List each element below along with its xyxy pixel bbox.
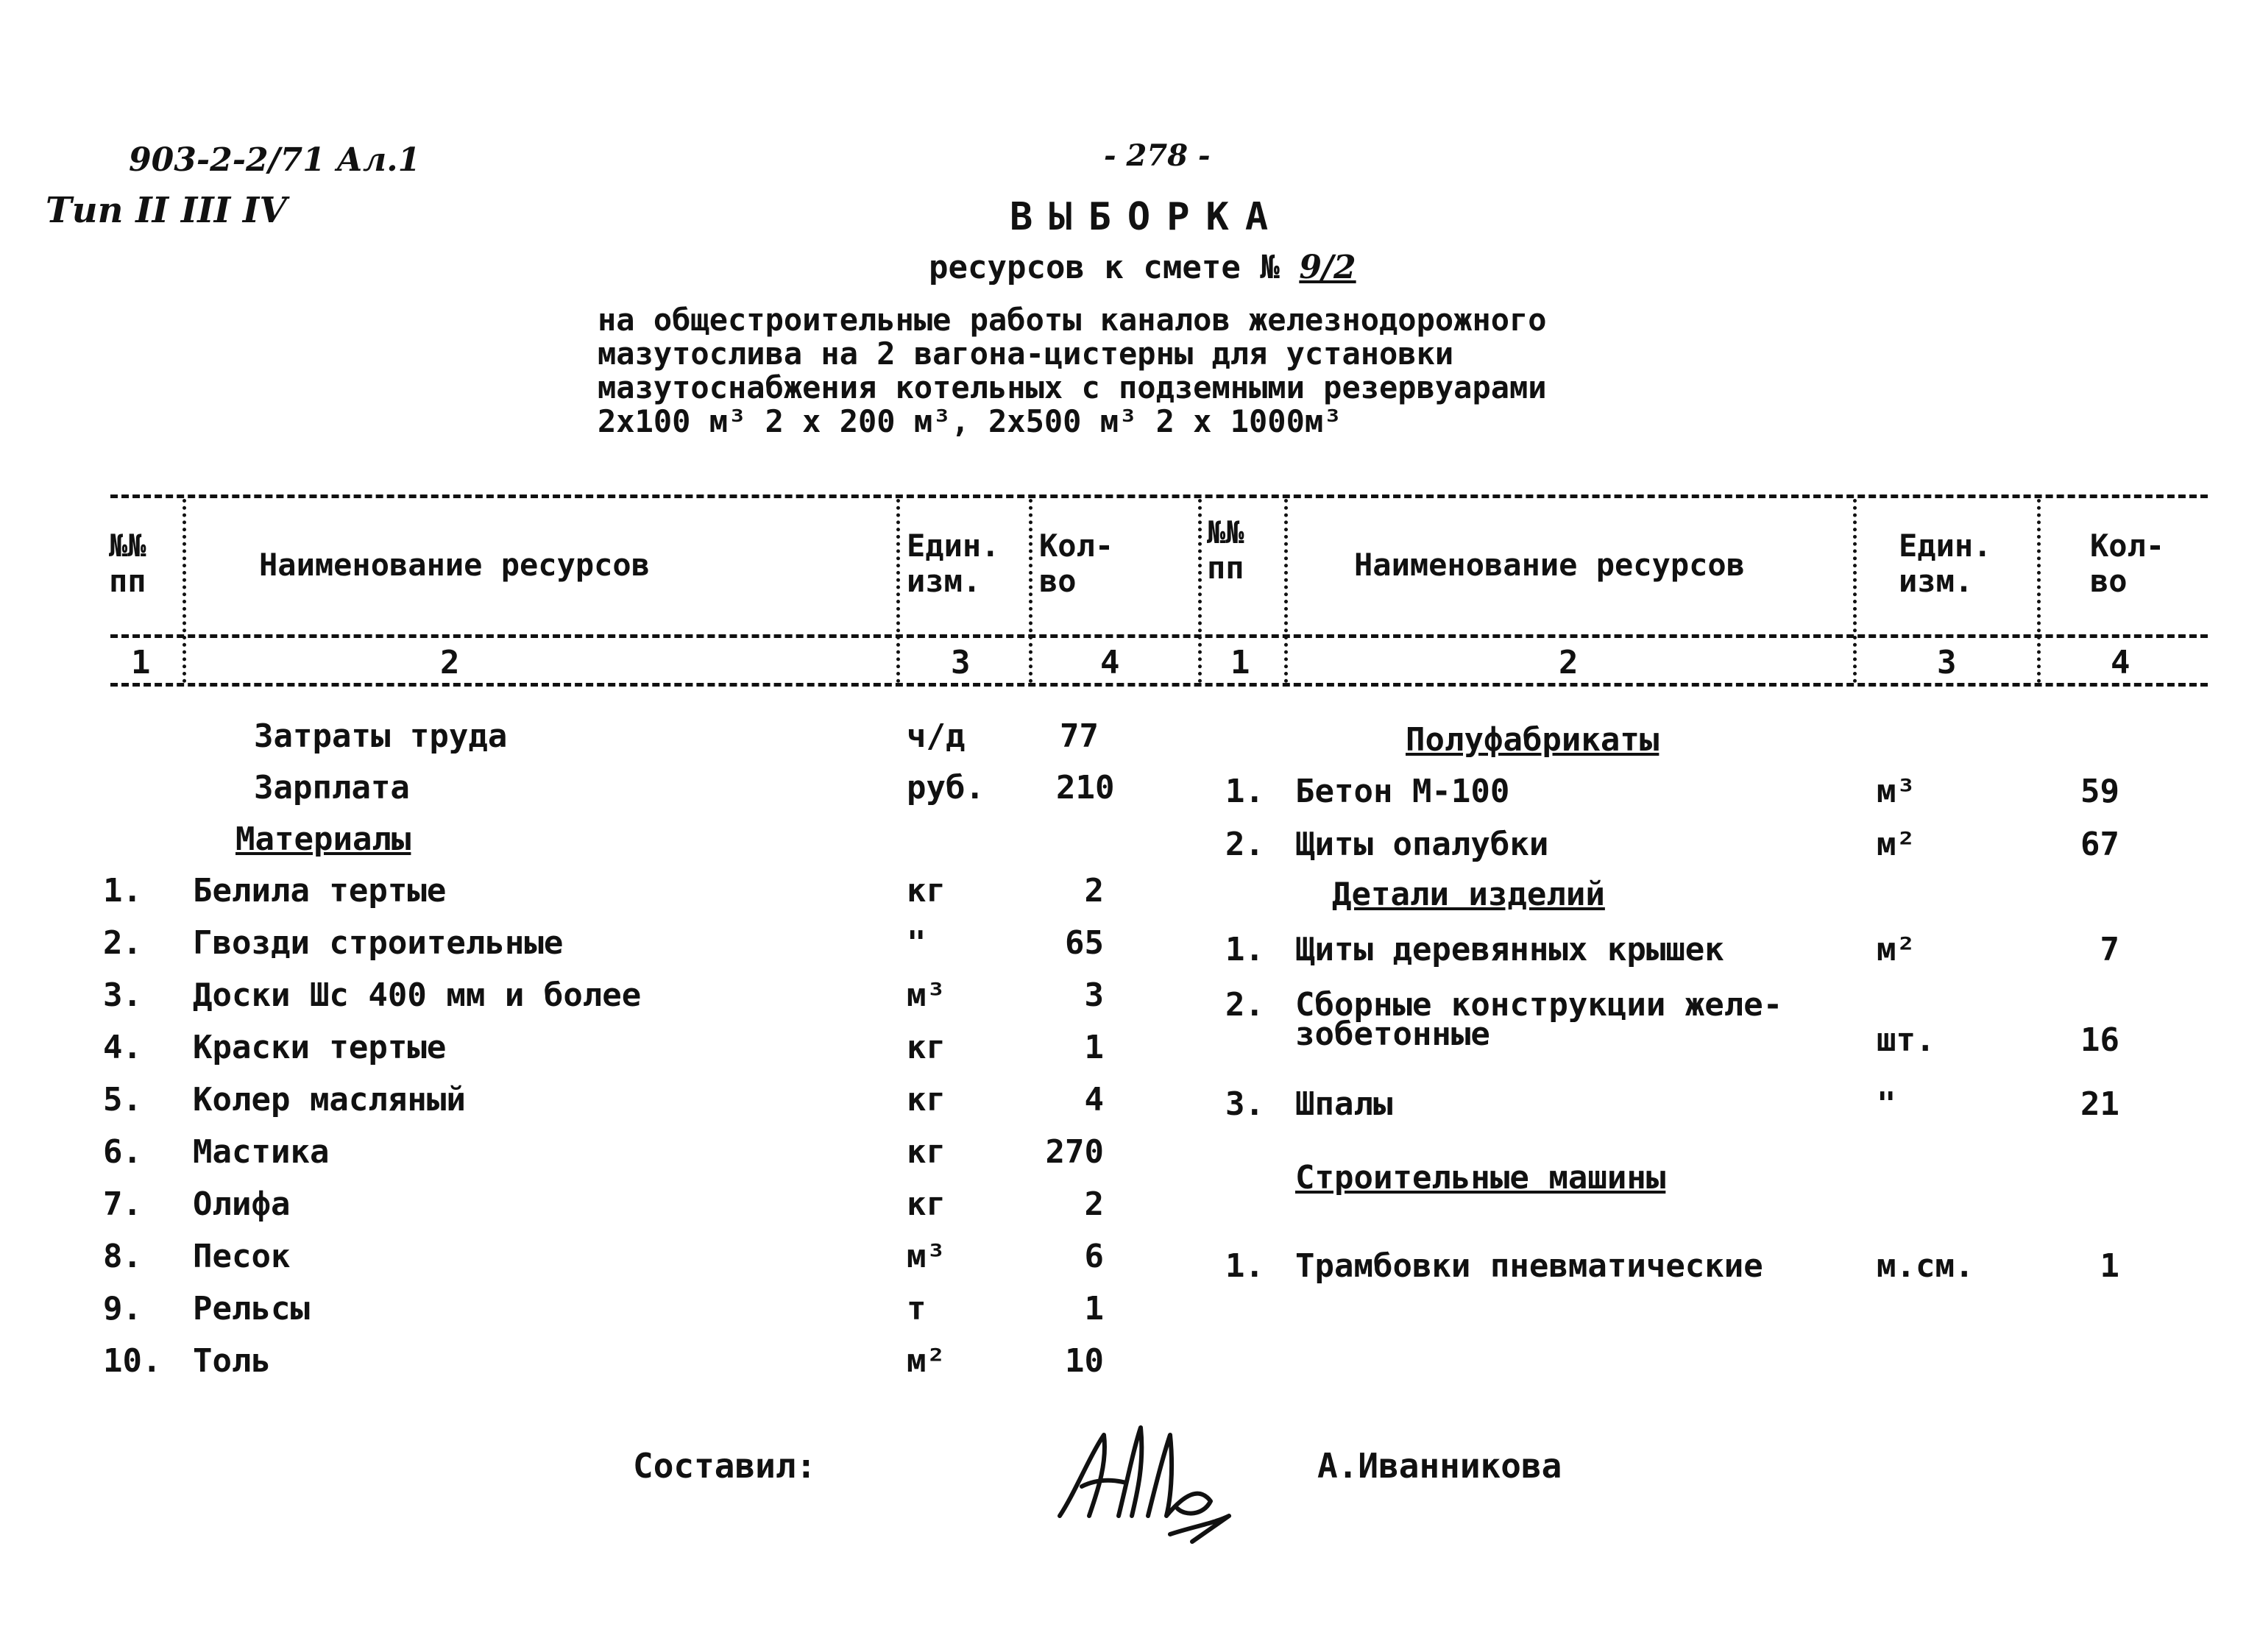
item-unit: м³ — [907, 1238, 946, 1275]
salary-qty: 210 — [1056, 769, 1115, 806]
labor-name: Затраты труда — [254, 717, 508, 755]
header-num-line1: №№ — [1207, 514, 1244, 550]
item-number: 2. — [103, 924, 142, 962]
item-name: Щиты деревянных крышек — [1295, 931, 1724, 968]
header-name: Наименование ресурсов — [259, 547, 651, 583]
salary-name: Зарплата — [254, 769, 410, 806]
header-qty — [2090, 528, 2164, 599]
item-name: Олифа — [193, 1185, 291, 1223]
item-number: 1. — [1225, 773, 1264, 810]
item-unit: м² — [1877, 931, 1916, 968]
item-unit: м² — [907, 1342, 946, 1380]
item-unit: " — [907, 924, 927, 962]
document-type: Тип II III IV — [46, 190, 287, 231]
item-number: 5. — [103, 1081, 142, 1119]
item-unit: кг — [907, 1133, 946, 1171]
subtitle-text: ресурсов к смете № — [929, 249, 1280, 286]
header-unit-line1: Един. — [1899, 528, 1992, 564]
item-qty: 3 — [1084, 976, 1104, 1014]
labor-unit: ч/д — [907, 717, 966, 755]
item-qty: 65 — [1065, 924, 1104, 962]
item-number: 6. — [103, 1133, 142, 1171]
table-top-rule — [110, 494, 2208, 498]
column-number: 3 — [951, 644, 971, 681]
item-name: Доски Шс 400 мм и более — [193, 976, 642, 1014]
column-separator — [1198, 499, 1202, 683]
item-unit: " — [1877, 1085, 1896, 1123]
estimate-number: 9/2 — [1299, 249, 1356, 286]
page-number: - 278 - — [1104, 138, 1211, 173]
semi-title: Полуфабрикаты — [1406, 721, 1659, 759]
column-number: 3 — [1937, 644, 1957, 681]
item-name: Щиты опалубки — [1295, 826, 1549, 863]
item-unit: кг — [907, 1029, 946, 1066]
column-number: 2 — [1559, 644, 1579, 681]
header-unit — [1899, 528, 1991, 599]
description-line: на общестроительные работы каналов железнодорожного — [598, 302, 1547, 338]
item-number: 2. — [1225, 986, 1264, 1024]
description-line: 2х100 м³ 2 х 200 м³, 2х500 м³ 2 х 1000м³ — [598, 403, 1342, 439]
item-qty: 16 — [2080, 1021, 2119, 1059]
item-number: 1. — [103, 872, 142, 910]
item-unit: кг — [907, 1185, 946, 1223]
item-qty: 7 — [2100, 931, 2119, 968]
header-qty-line2: во — [1039, 563, 1077, 599]
compiled-label: Составил: — [633, 1446, 817, 1486]
document-code: 903-2-2/71 Ал.1 — [129, 141, 421, 179]
item-number: 2. — [1225, 826, 1264, 863]
item-qty: 4 — [1084, 1081, 1104, 1119]
header-divider-rule — [110, 634, 2208, 638]
item-qty: 270 — [1045, 1133, 1104, 1171]
item-qty: 6 — [1084, 1238, 1104, 1275]
column-separator — [1284, 499, 1288, 683]
item-unit: кг — [907, 1081, 946, 1119]
item-qty: 10 — [1065, 1342, 1104, 1380]
item-qty: 2 — [1084, 872, 1104, 910]
column-number: 1 — [1230, 644, 1250, 681]
header-num — [109, 528, 146, 599]
description-line: мазутослива на 2 вагона-цистерны для установки — [598, 336, 1454, 372]
item-qty: 2 — [1084, 1185, 1104, 1223]
item-qty: 1 — [1084, 1290, 1104, 1327]
column-separator — [2037, 499, 2041, 683]
item-name: Бетон М-100 — [1295, 773, 1510, 810]
item-number: 10. — [103, 1342, 162, 1380]
item-name-continued: зобетонные — [1295, 1015, 1490, 1053]
column-number: 4 — [1100, 644, 1120, 681]
item-number: 4. — [103, 1029, 142, 1066]
compiler-name: А.Иванникова — [1317, 1446, 1562, 1486]
item-name: Сборные конструкции желе- — [1295, 986, 1783, 1024]
header-unit-line1: Един. — [907, 528, 1000, 564]
item-qty: 59 — [2080, 773, 2119, 810]
item-unit: м³ — [1877, 773, 1916, 810]
header-qty — [1039, 528, 1113, 599]
item-name: Толь — [193, 1342, 271, 1380]
item-name: Гвозди строительные — [193, 924, 564, 962]
column-number: 4 — [2111, 644, 2130, 681]
column-number: 2 — [440, 644, 460, 681]
column-separator — [1853, 499, 1857, 683]
item-name: Краски тертые — [193, 1029, 447, 1066]
column-separator — [1029, 499, 1032, 683]
item-number: 8. — [103, 1238, 142, 1275]
details-title: Детали изделий — [1332, 876, 1605, 913]
column-separator — [896, 499, 900, 683]
header-unit-line2: изм. — [907, 563, 982, 599]
column-separator — [183, 499, 186, 683]
header-unit-line2: изм. — [1899, 563, 1974, 599]
header-num — [1207, 515, 1244, 586]
item-number: 1. — [1225, 931, 1264, 968]
column-number: 1 — [131, 644, 151, 681]
column-numbers-rule — [110, 683, 2208, 687]
item-number: 3. — [1225, 1085, 1264, 1123]
item-number: 1. — [1225, 1247, 1264, 1285]
item-unit: т — [907, 1290, 927, 1327]
item-number: 9. — [103, 1290, 142, 1327]
item-qty: 67 — [2080, 826, 2119, 863]
materials-title: Материалы — [235, 820, 411, 858]
signature — [1045, 1405, 1236, 1548]
header-qty-line2: во — [2090, 563, 2128, 599]
item-unit: м² — [1877, 826, 1916, 863]
item-name: Песок — [193, 1238, 291, 1275]
header-num-line1: №№ — [109, 528, 146, 564]
salary-unit: руб. — [907, 769, 985, 806]
item-name: Мастика — [193, 1133, 330, 1171]
item-name: Шпалы — [1295, 1085, 1393, 1123]
labor-qty: 77 — [1060, 717, 1099, 755]
machines-title: Строительные машины — [1295, 1159, 1666, 1197]
item-unit: м.см. — [1877, 1247, 1974, 1285]
item-qty: 1 — [2100, 1247, 2119, 1285]
item-qty: 21 — [2080, 1085, 2119, 1123]
item-name: Трамбовки пневматические — [1295, 1247, 1763, 1285]
page-subtitle — [929, 249, 1356, 286]
header-num-line2: пп — [1207, 550, 1244, 586]
description-line: мазутоснабжения котельных с подземными резервуарами — [598, 369, 1547, 405]
header-unit — [907, 528, 999, 599]
item-name: Рельсы — [193, 1290, 310, 1327]
item-number: 7. — [103, 1185, 142, 1223]
header-qty-line1: Кол- — [2090, 528, 2165, 564]
header-name: Наименование ресурсов — [1354, 547, 1746, 583]
item-unit: шт. — [1877, 1021, 1935, 1059]
signature-image — [1045, 1405, 1236, 1545]
item-unit: м³ — [907, 976, 946, 1014]
item-name: Белила тертые — [193, 872, 447, 910]
header-num-line2: пп — [109, 563, 146, 599]
page-title: ВЫБОРКА — [1010, 195, 1285, 239]
description — [598, 303, 1547, 439]
item-name: Колер масляный — [193, 1081, 466, 1119]
item-unit: кг — [907, 872, 946, 910]
item-number: 3. — [103, 976, 142, 1014]
item-qty: 1 — [1084, 1029, 1104, 1066]
header-qty-line1: Кол- — [1039, 528, 1114, 564]
